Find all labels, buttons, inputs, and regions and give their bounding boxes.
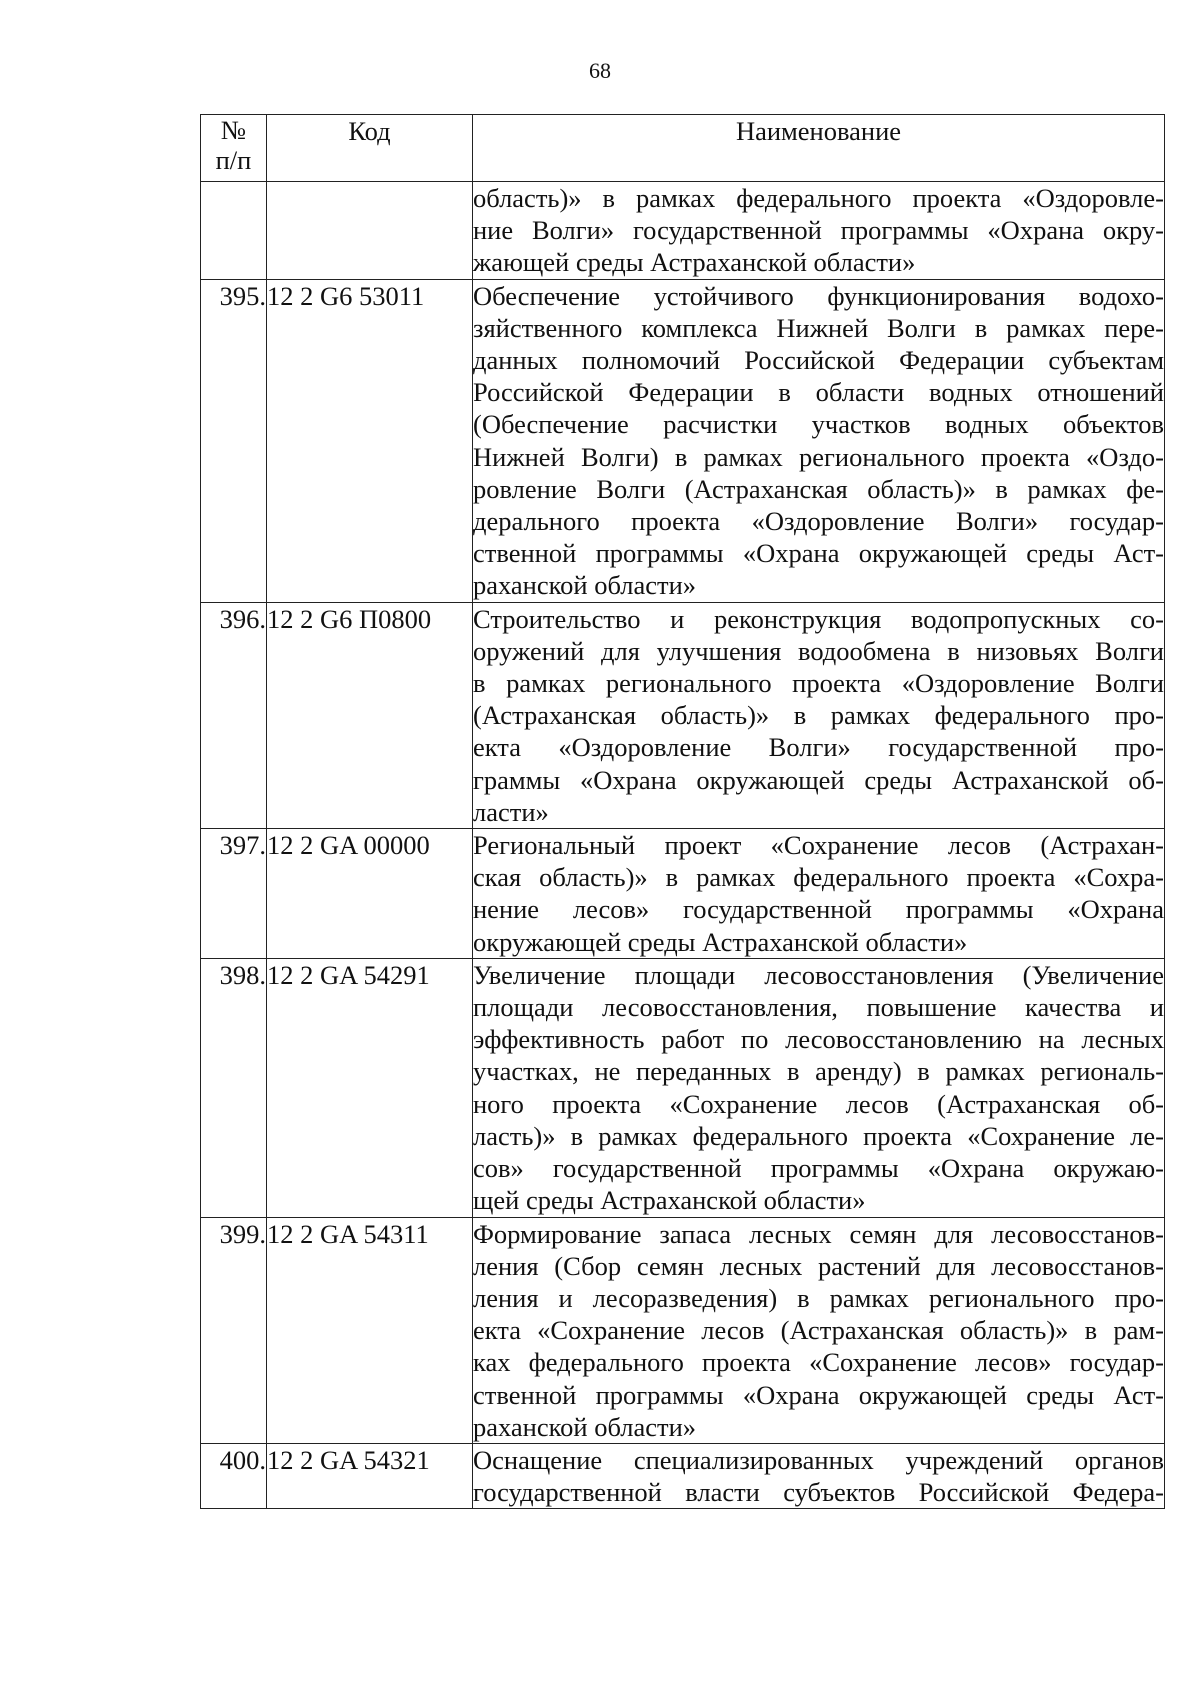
row-name-cell — [473, 958, 1165, 1217]
row-code-cell: 12 2 GA 00000 — [267, 829, 473, 959]
name-text-line: ках федерального проекта «Сохранение лесов» государ- — [473, 1347, 1164, 1378]
row-code-cell: 12 2 G6 П0800 — [267, 602, 473, 828]
name-text-line: ласть)» в рамках федерального проекта «Сохранение ле- — [473, 1120, 1164, 1151]
name-text-line: дерального проекта «Оздоровление Волги» государ- — [473, 506, 1164, 537]
page-number: 68 — [589, 58, 611, 83]
name-text-line: в рамках регионального проекта «Оздоровление Волги — [473, 668, 1164, 699]
name-text-line: область)» в рамках федерального проекта «Оздоровле- — [473, 183, 1164, 213]
name-text-line: ления и лесоразведения) в рамках регионального про- — [473, 1282, 1164, 1313]
budget-code-table — [200, 114, 1165, 1509]
table-row — [201, 279, 1165, 602]
name-text-line: жающей среды Астраханской области» — [473, 247, 916, 278]
row-number-cell: 396. — [201, 602, 267, 828]
name-text-line: (Астраханская область)» в рамках федерального про- — [473, 700, 1164, 731]
name-text-line: сов» государственной программы «Охрана окружаю- — [473, 1153, 1164, 1184]
name-text-line: нение лесов» государственной программы «Охрана — [473, 894, 1164, 925]
name-text-line: ственной программы «Охрана окружающей среды Аст- — [473, 538, 1164, 569]
row-name-cell — [473, 182, 1165, 280]
name-text-line: Российской Федерации в области водных отношений — [473, 377, 1164, 408]
name-text-line: участках, не переданных в аренду) в рамках региональ- — [473, 1056, 1164, 1087]
name-text-line: оружений для улучшения водообмена в низовьях Волги — [473, 635, 1164, 666]
name-text-line: ления (Сбор семян лесных растений для лесовосстанов- — [473, 1250, 1164, 1281]
name-text-line: зяйственного комплекса Нижней Волги в рамках пере- — [473, 312, 1164, 343]
row-code-cell: 12 2 GA 54321 — [267, 1443, 473, 1508]
name-text-line: Увеличение площади лесовосстановления (Увеличение — [473, 959, 1164, 990]
name-text-line: ская область)» в рамках федерального проекта «Сохра- — [473, 862, 1164, 893]
row-code-cell — [267, 182, 473, 280]
table-row — [201, 958, 1165, 1217]
name-text-line: (Обеспечение расчистки участков водных объектов — [473, 409, 1164, 440]
row-name-cell — [473, 1443, 1165, 1508]
table-row — [201, 602, 1165, 828]
row-code-cell: 12 2 GA 54291 — [267, 958, 473, 1217]
row-number-cell: 395. — [201, 279, 267, 602]
name-text-line: раханской области» — [473, 570, 697, 601]
name-text-line: щей среды Астраханской области» — [473, 1185, 866, 1216]
name-text-line: данных полномочий Российской Федерации субъектам — [473, 345, 1164, 376]
row-name-cell — [473, 602, 1165, 828]
name-text-line: Обеспечение устойчивого функционирования водохо- — [473, 280, 1164, 311]
name-text-line: ного проекта «Сохранение лесов (Астраханская об- — [473, 1088, 1164, 1119]
row-code-cell: 12 2 G6 53011 — [267, 279, 473, 602]
row-number-cell: 398. — [201, 958, 267, 1217]
row-number-cell: 399. — [201, 1217, 267, 1443]
name-text-line: ласти» — [473, 796, 549, 827]
name-text-line: екта «Оздоровление Волги» государственной про- — [473, 732, 1164, 763]
table-header-row — [201, 115, 1165, 182]
table-row — [201, 1443, 1165, 1508]
name-text-line: государственной власти субъектов Российской Федера- — [473, 1477, 1164, 1508]
row-code-cell: 12 2 GA 54311 — [267, 1217, 473, 1443]
table-row — [201, 182, 1165, 280]
number-sign: № — [220, 115, 247, 145]
name-text-line: ровление Волги (Астраханская область)» в рамках фе- — [473, 473, 1164, 504]
name-text-line: Оснащение специализированных учреждений органов — [473, 1444, 1164, 1475]
name-text-line: Региональный проект «Сохранение лесов (Астрахан- — [473, 830, 1164, 861]
name-text-line: ние Волги» государственной программы «Охрана окру- — [473, 215, 1164, 246]
row-number-cell: 400. — [201, 1443, 267, 1508]
name-text-line: екта «Сохранение лесов (Астраханская область)» в рам- — [473, 1315, 1164, 1346]
name-text-line: Нижней Волги) в рамках регионального проекта «Оздо- — [473, 441, 1164, 472]
table-body — [201, 182, 1165, 1509]
name-text-line: эффективность работ по лесовосстановлению на лесных — [473, 1024, 1164, 1055]
row-number-cell — [201, 182, 267, 280]
table-row — [201, 1217, 1165, 1443]
name-text-line: окружающей среды Астраханской области» — [473, 926, 968, 957]
row-name-cell — [473, 279, 1165, 602]
row-number-cell: 397. — [201, 829, 267, 959]
name-text-line: Строительство и реконструкция водопропускных со- — [473, 603, 1164, 634]
row-name-cell — [473, 829, 1165, 959]
name-text-line: раханской области» — [473, 1411, 697, 1442]
name-text-line: Формирование запаса лесных семян для лесовосстанов- — [473, 1218, 1164, 1249]
column-header-number — [201, 115, 267, 182]
row-name-cell — [473, 1217, 1165, 1443]
name-text-line: граммы «Охрана окружающей среды Астраханской об- — [473, 764, 1164, 795]
table-row — [201, 829, 1165, 959]
number-abbrev: п/п — [215, 145, 252, 175]
name-text-line: площади лесовосстановления, повышение качества и — [473, 992, 1164, 1023]
name-text-line: ственной программы «Охрана окружающей среды Аст- — [473, 1379, 1164, 1410]
column-header-name: Наименование — [473, 115, 1165, 182]
column-header-code: Код — [267, 115, 473, 182]
